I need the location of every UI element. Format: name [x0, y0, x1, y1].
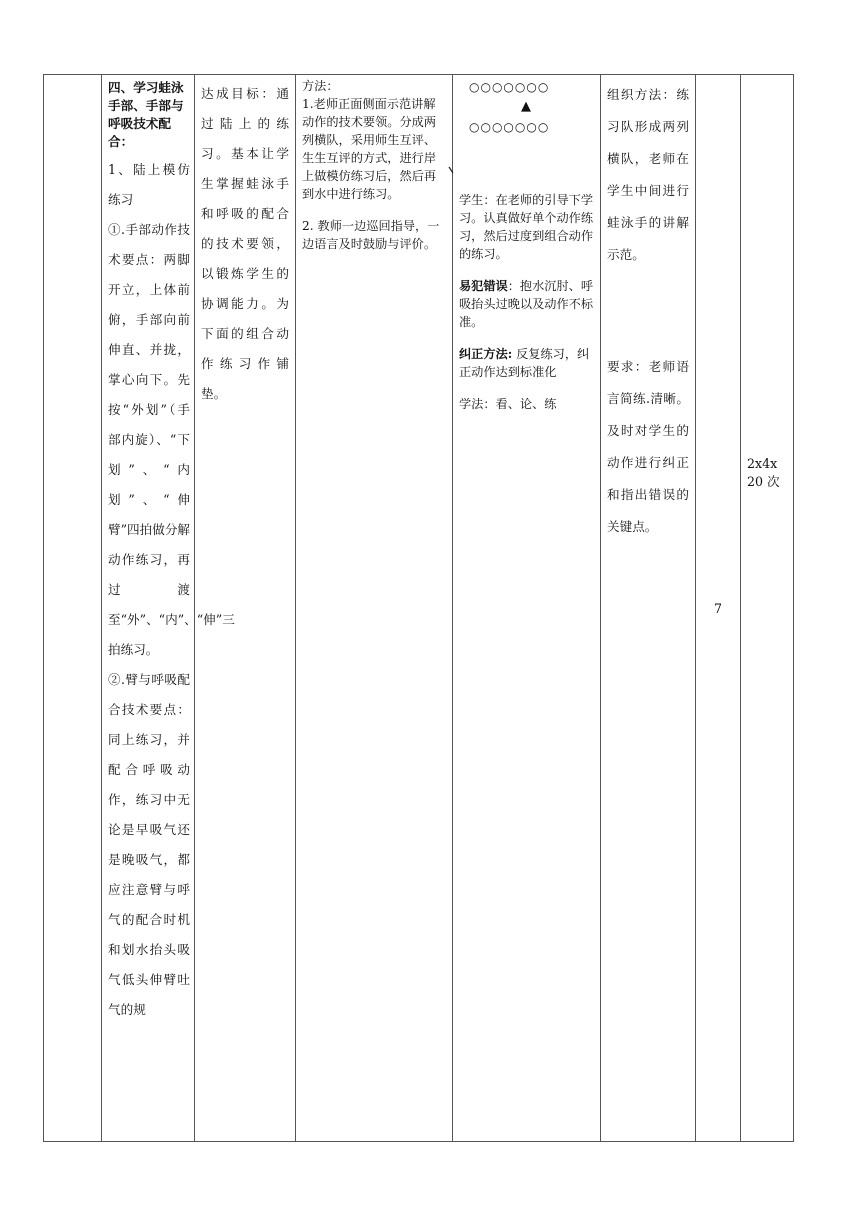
method-item-2: 2. 教师一边巡回指导，一边语言及时鼓励与评价。	[302, 219, 440, 251]
count-cell	[696, 75, 741, 1142]
student-activity-text: 学生：在老师的引导下学习。认真做好单个动作练习，然后过度到组合动作的练习。	[459, 193, 594, 261]
formation-row-1: ○○○○○○○	[469, 80, 550, 94]
organization-method-text: 组织方法：练习队形成两列横队，老师在学生中间进行蛙泳手的讲解示范。	[607, 87, 689, 262]
blank-column-cell	[44, 75, 102, 1142]
formation-diagram	[459, 77, 594, 137]
requirement-text: 要求：老师语言简练.清晰。及时对学生的动作进行纠正和指出错误的关键点。	[607, 359, 689, 534]
correction-detail: 反复练习，纠正动作达到标准化	[459, 347, 590, 379]
lesson-plan-table	[43, 74, 794, 1142]
method-cell	[296, 75, 453, 1142]
requirements-cell	[601, 75, 696, 1142]
times-cell	[741, 75, 794, 1142]
table-row	[44, 75, 794, 1142]
common-errors-text	[459, 277, 594, 331]
goal-text: 达成目标：通过陆上的练习。基本让学生掌握蛙泳手和呼吸的配合的技术要领，以锻炼学生的协调能力。为下面的组合动作练习作铺垫。	[201, 86, 289, 401]
correction-label: 纠正方法:	[459, 347, 513, 361]
formation-row-2: ○○○○○○○	[469, 120, 550, 134]
teacher-marker-icon: ▲	[521, 99, 532, 114]
correction-text	[459, 345, 594, 381]
goal-cell	[195, 75, 296, 1142]
errors-detail: ：抱水沉肘、呼吸抬头过晚以及动作不标准。	[459, 279, 594, 329]
content-paragraph: ②.臂与呼吸配合技术要点：同上练习，并配合呼吸动作，练习中无论是早吸气还是晚吸气，都应注意臂与呼气的配合时机和划水抬头吸气低头伸臂吐气的规	[108, 672, 190, 1017]
organization-cell	[453, 75, 601, 1142]
content-paragraph: 1、陆上模仿练习	[108, 162, 190, 207]
study-method-text: 学法：看、论、练	[459, 397, 557, 411]
errors-label: 易犯错误	[459, 279, 508, 293]
content-heading: 四、学习蛙泳手部、手部与呼吸技术配合：	[108, 80, 184, 149]
times-value: 2x4x 20 次	[747, 456, 780, 489]
method-item-1: 1.老师正面侧面示范讲解动作的技术要领。分成两列横队，采用师生互评、生生互评的方式，进行岸上做模仿练习后，然后再到水中进行练习。	[302, 97, 437, 201]
count-value: 7	[713, 600, 722, 616]
content-cell	[102, 75, 235, 1142]
corner-mark-icon	[448, 166, 454, 174]
content-paragraph: ①.手部动作技术要点：两脚开立，上体前俯，手部向前伸直、并拢，掌心向下。先按“外划”（手部内旋）、“下划”、“内划”、“伸臂”四拍做分解动作练习，再过渡至“外”、“内”、“伸”三拍练习。	[108, 222, 235, 657]
method-title: 方法：	[302, 79, 339, 93]
